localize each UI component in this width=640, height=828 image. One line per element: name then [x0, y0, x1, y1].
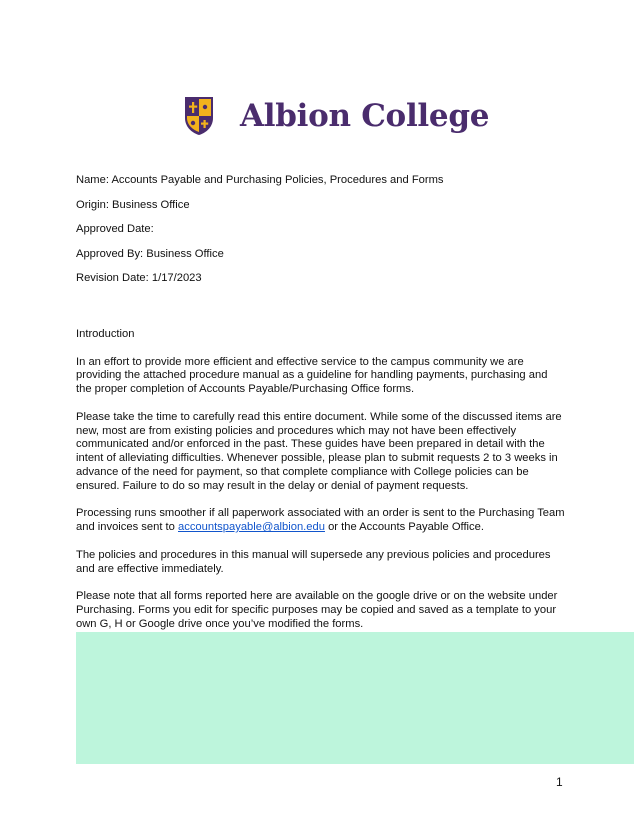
- paragraph-3-text-after: or the Accounts Payable Office.: [324, 521, 484, 534]
- approved-by: Approved By: Business Office: [76, 247, 224, 260]
- accounts-payable-email-link[interactable]: accountspayable@albion.edu: [178, 521, 325, 534]
- shield-icon: [184, 96, 214, 136]
- document-origin: Origin: Business Office: [76, 198, 190, 211]
- document-body: [76, 174, 566, 687]
- intro-paragraph-5: Please note that all forms reported here are available on the google drive or on the website under Purchasing. Forms you edit for specific purposes may be copied and saved as a template to your own G, H or Google drive once you’ve modified the forms.: [76, 590, 558, 630]
- page-number: 1: [556, 775, 563, 789]
- intro-paragraph-2: Please take the time to carefully read this entire document. While some of the discussed items are new, most are from existing policies and procedures which may not have been effectively communicated and/or enforced in the past. These guides have been prepared in detail with the intent of alleviating difficulties. Whenever possible, please plan to submit requests 2 to 3 weeks in advance of the need for payment, so that complete compliance with College policies can be ensured. Failure to do so may result in the delay or denial of payment requests.: [76, 410, 562, 492]
- college-logo: [184, 95, 489, 137]
- intro-paragraph-4: The policies and procedures in this manual will supersede any previous policies and procedures and are effective immediately.: [76, 548, 551, 575]
- document-name: Name: Accounts Payable and Purchasing Policies, Procedures and Forms: [76, 174, 444, 186]
- highlight-block: [76, 632, 634, 764]
- section-heading-introduction: Introduction: [76, 327, 135, 340]
- paragraph-3-text-before: Processing runs smoother if all paperwork associated with an order is sent to the Purchasing Team and invoices sent to: [76, 507, 565, 534]
- institution-name: Albion College: [240, 98, 490, 134]
- intro-paragraph-1: In an effort to provide more efficient and effective service to the campus community we are providing the attached procedure manual as a guideline for handling payments, purchasing and the proper completion of Accounts Payable/Purchasing Office forms.: [76, 355, 548, 396]
- revision-date: Revision Date: 1/17/2023: [76, 272, 202, 285]
- approved-date: Approved Date:: [76, 223, 154, 236]
- intro-paragraph-3: [76, 507, 566, 535]
